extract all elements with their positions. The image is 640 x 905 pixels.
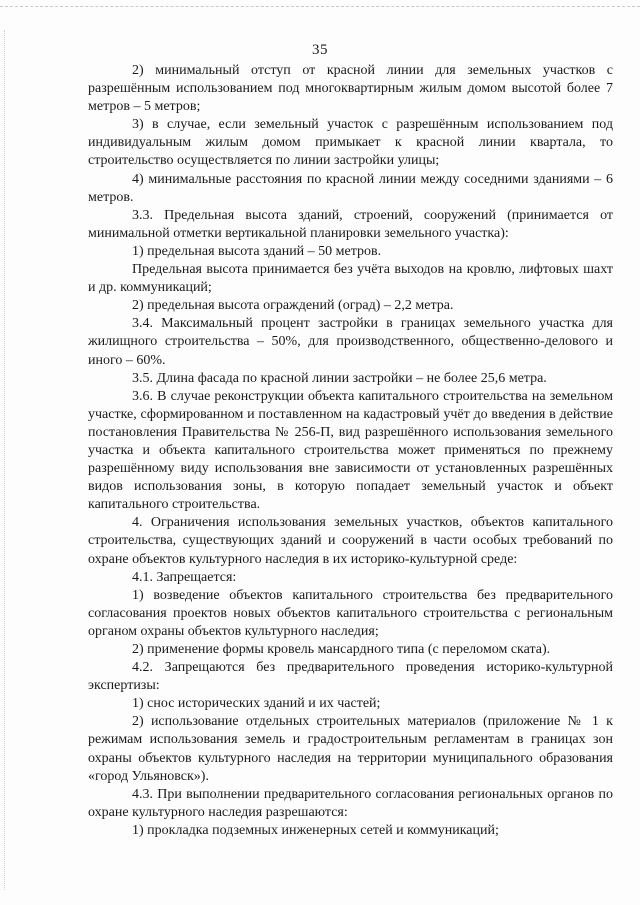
paragraph: 3) в случае, если земельный участок с разрешённым использованием под индивидуальным жилым домом примыкает к красной линии квартала, то строительство осуществляется по линии застройки улицы; xyxy=(88,117,613,169)
document-body xyxy=(88,62,613,840)
paragraph: 4.2. Запрещаются без предварительного проведения историко-культурной экспертизы: xyxy=(88,660,613,694)
paragraph: 3.6. В случае реконструкции объекта капитального строительства на земельном участке, сформированном и поставленном на кадастровый учёт до введения в действие постановления Правительства № 256-П, вид разрешённого использования земельного участка и объекта капитального строительства может применяться по прежнему разрешённому виду использования вне зависимости от установленных разрешённых видов использования зоны, в которую попадает земельный участок и объект капитального строительства. xyxy=(88,388,613,513)
paragraph: 1) возведение объектов капитального строительства без предварительного согласования проектов новых объектов капитального строительства с региональным органом охраны объектов культурного наследия; xyxy=(88,587,613,639)
paragraph: Предельная высота принимается без учёта выходов на кровлю, лифтовых шахт и др. коммуникаций; xyxy=(88,262,613,296)
paragraph: 1) снос исторических зданий и их частей; xyxy=(132,696,381,712)
paragraph: 4.3. При выполнении предварительного согласования региональных органов по охране культурного наследия разрешаются: xyxy=(88,786,613,820)
scan-edge-left xyxy=(4,30,7,890)
paragraph: 2) применение формы кровель мансардного типа (с переломом ската). xyxy=(132,642,551,657)
paragraph: 1) прокладка подземных инженерных сетей и коммуникаций; xyxy=(132,822,499,838)
scan-edge-top xyxy=(0,6,640,11)
paragraph: 2) использование отдельных строительных материалов (приложение № 1 к режимам использования земель и градостроительным регламентам в границах зон охраны объектов культурного наследия на территории муниципального образования «город Ульяновск»). xyxy=(88,714,613,784)
paragraph: 3.4. Максимальный процент застройки в границах земельного участка для жилищного строительства – 50%, для производственного, общественно-делового и иного – 60%. xyxy=(88,316,613,368)
paragraph: 3.5. Длина фасада по красной линии застройки – не более 25,6 метра. xyxy=(132,370,547,386)
paragraph: 3.3. Предельная высота зданий, строений, сооружений (принимается от минимальной отметки вертикальной планировки земельного участка): xyxy=(88,207,613,241)
paragraph: 2) предельная высота ограждений (оград) – 2,2 метра. xyxy=(132,298,454,314)
paragraph: 4) минимальные расстояния по красной линии между соседними зданиями – 6 метров. xyxy=(88,171,613,205)
page-number: 35 xyxy=(312,42,328,58)
paragraph: 4.1. Запрещается: xyxy=(132,569,237,585)
section-heading: 4. Ограничения использования земельных участков, объектов капитального строительства, существующих зданий и сооружений в части особых требований по охране объектов культурного наследия в их историко-культурной среде: xyxy=(88,515,613,567)
paragraph: 2) минимальный отступ от красной линии для земельных участков с разрешённым использованием под многоквартирным жилым домом высотой более 7 метров – 5 метров; xyxy=(88,63,613,115)
paragraph: 1) предельная высота зданий – 50 метров. xyxy=(132,243,382,259)
